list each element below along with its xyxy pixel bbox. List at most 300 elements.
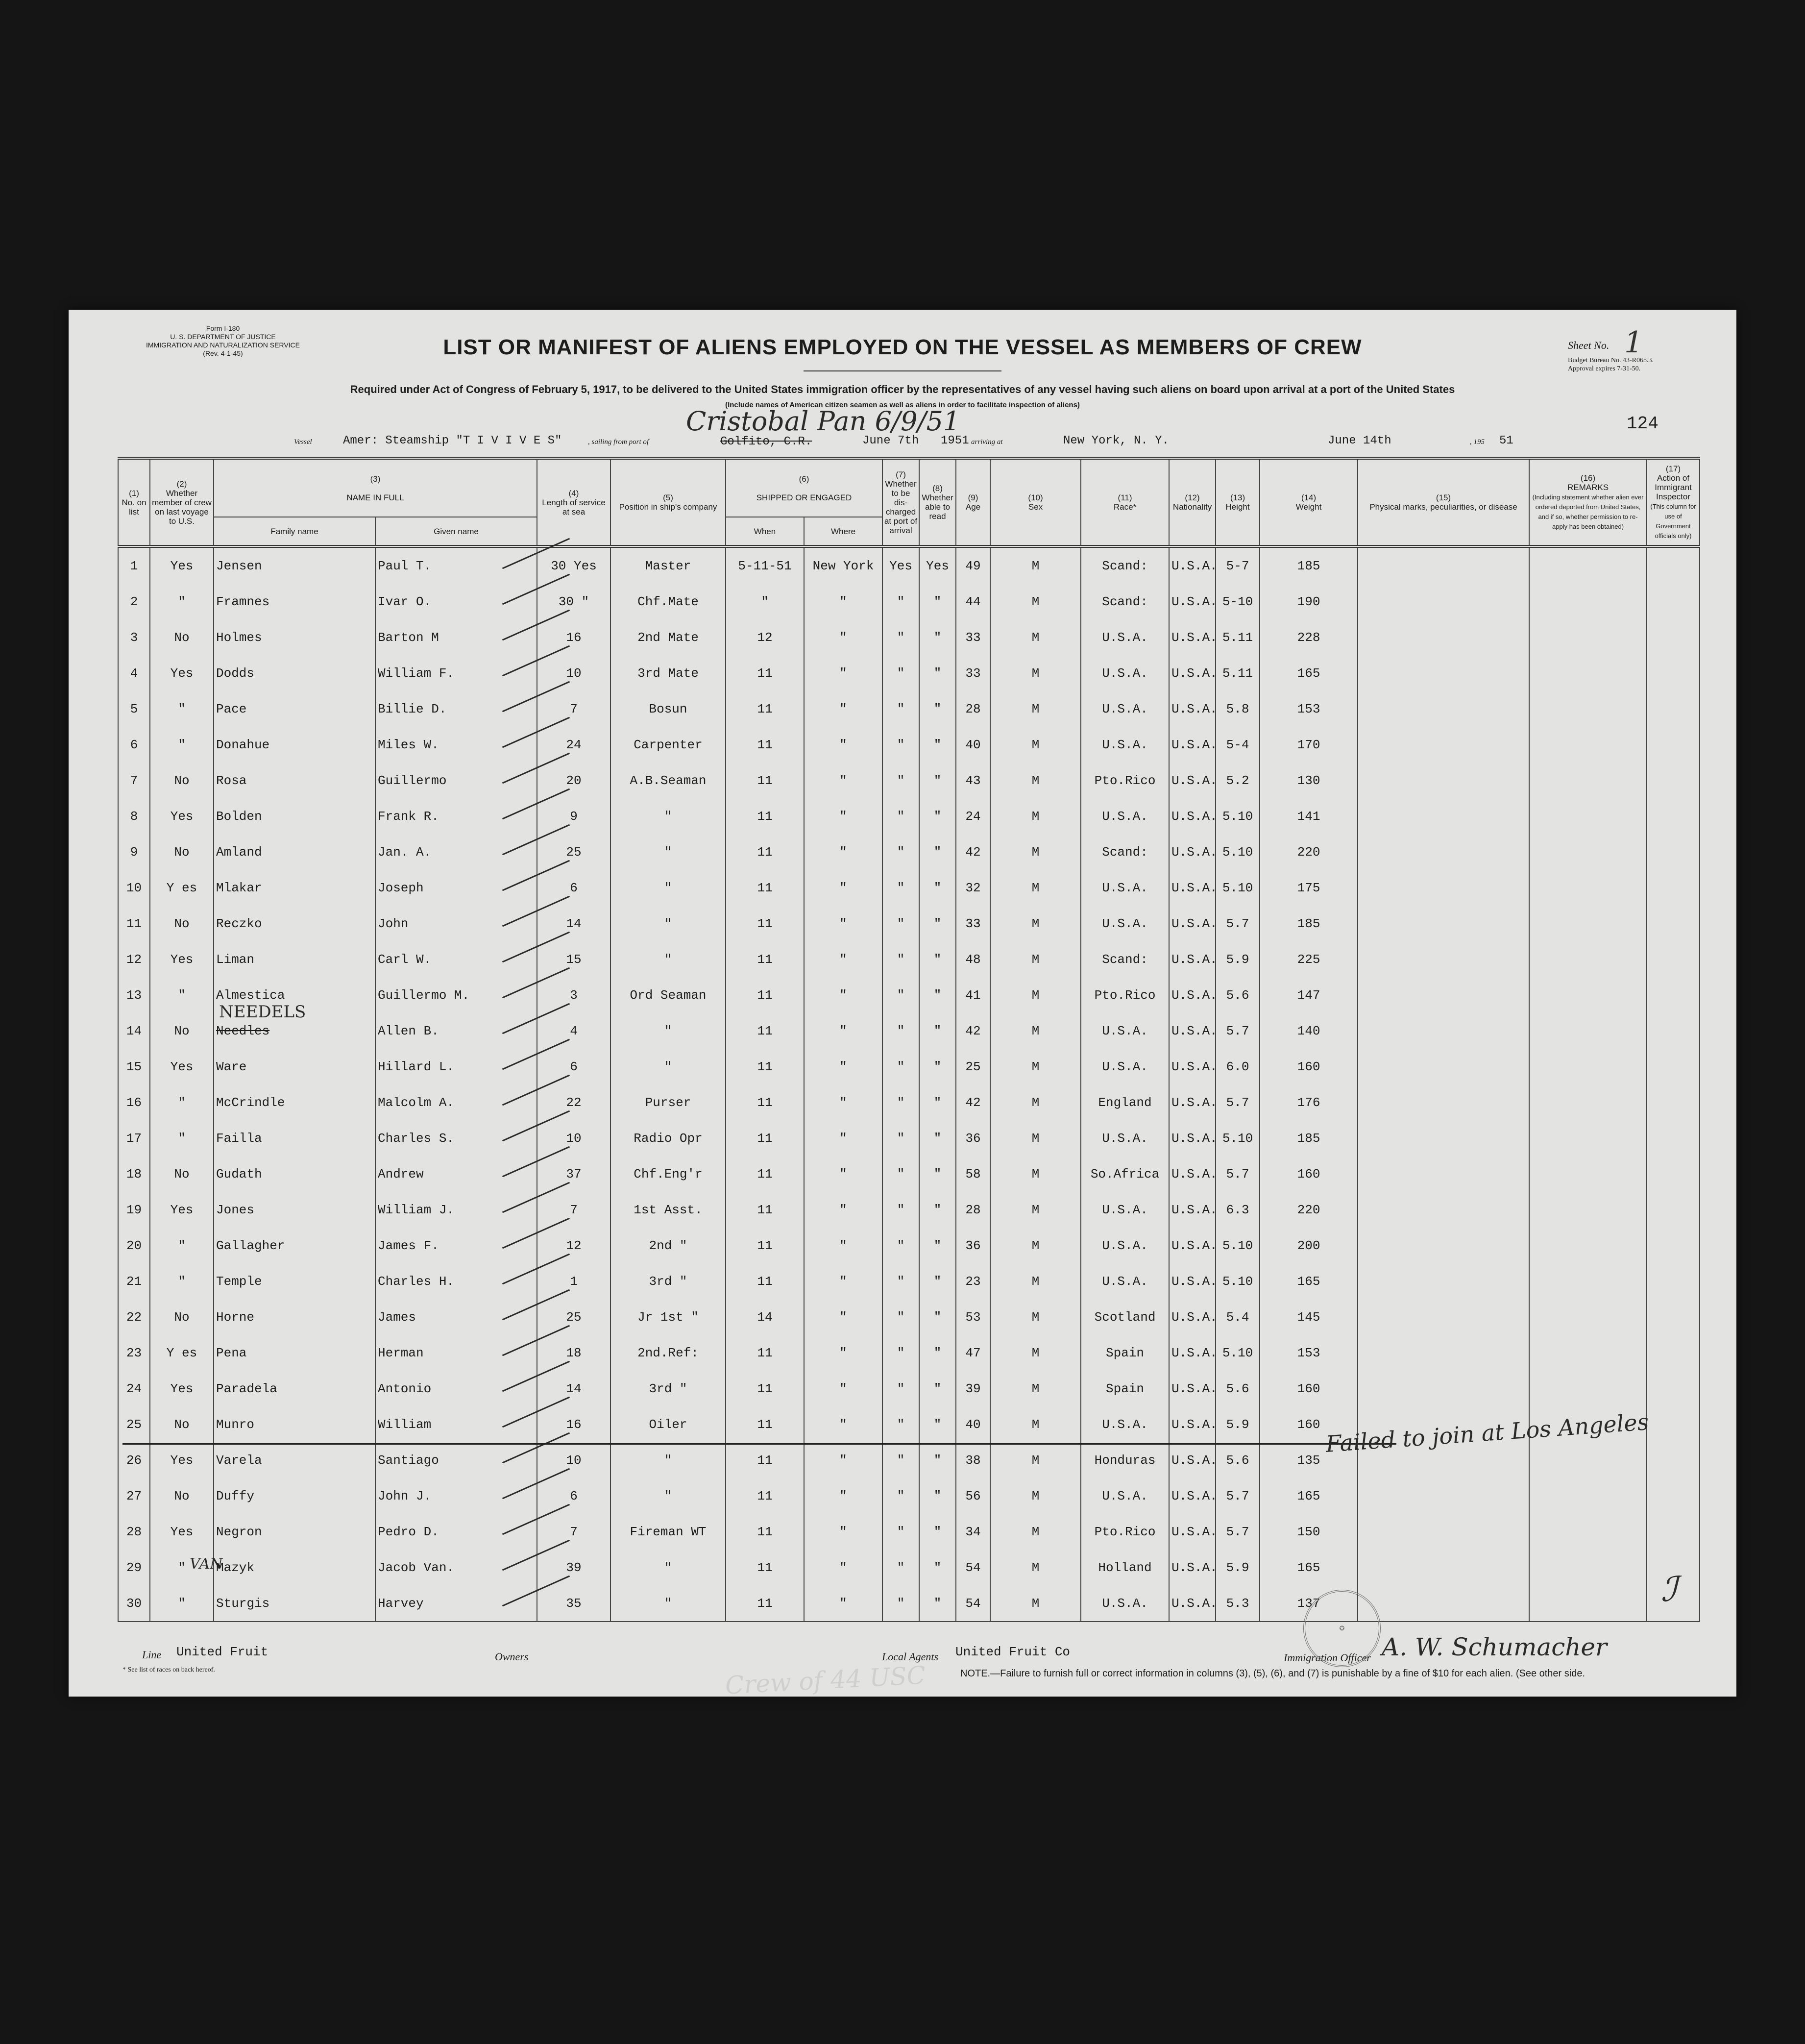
remarks-cell bbox=[1529, 1192, 1647, 1228]
physical-marks-cell bbox=[1358, 1550, 1529, 1585]
shipped-when-cell: 11 bbox=[726, 941, 804, 977]
last-voyage-cell: " bbox=[150, 584, 214, 619]
sex-cell: M bbox=[990, 1478, 1081, 1514]
col-header-physical-marks bbox=[1358, 458, 1529, 546]
position-cell: " bbox=[610, 1049, 726, 1084]
nationality-cell: U.S.A. bbox=[1169, 1013, 1216, 1049]
weight-cell: 153 bbox=[1260, 691, 1358, 727]
last-voyage-cell: Yes bbox=[150, 655, 214, 691]
shipped-when-cell: 11 bbox=[726, 1478, 804, 1514]
nationality-cell: U.S.A. bbox=[1169, 1478, 1216, 1514]
col-num: (14) bbox=[1301, 493, 1317, 502]
inspector-action-cell bbox=[1647, 691, 1700, 727]
race-cell: U.S.A. bbox=[1081, 906, 1169, 941]
shipped-when-cell: 11 bbox=[726, 1049, 804, 1084]
nationality-cell: U.S.A. bbox=[1169, 1442, 1216, 1478]
nationality-cell: U.S.A. bbox=[1169, 1550, 1216, 1585]
shipped-when-cell: 11 bbox=[726, 870, 804, 906]
col-label: Physical marks, peculiarities, or disease bbox=[1369, 502, 1517, 512]
age-cell: 47 bbox=[956, 1335, 990, 1371]
read-cell: " bbox=[919, 691, 956, 727]
shipped-when-cell: 11 bbox=[726, 1406, 804, 1442]
col-num: (8) bbox=[932, 484, 943, 493]
physical-marks-cell bbox=[1358, 977, 1529, 1013]
race-cell: Scand: bbox=[1081, 834, 1169, 870]
shipped-where-cell: " bbox=[804, 584, 882, 619]
cell-text: " bbox=[178, 1560, 186, 1575]
discharged-cell: " bbox=[882, 798, 919, 834]
position-cell: " bbox=[610, 834, 726, 870]
row-number: 2 bbox=[118, 584, 150, 619]
weight-cell: 200 bbox=[1260, 1228, 1358, 1263]
col-label: Weight bbox=[1295, 502, 1322, 512]
read-cell: " bbox=[919, 619, 956, 655]
family-name-cell: Paradela bbox=[214, 1371, 375, 1406]
vessel-name: Amer: Steamship "T I V I V E S" bbox=[343, 434, 562, 447]
age-cell: 43 bbox=[956, 763, 990, 798]
shipped-when-cell: 11 bbox=[726, 798, 804, 834]
last-voyage-cell: " bbox=[150, 1120, 214, 1156]
discharged-cell: " bbox=[882, 1514, 919, 1550]
col-label: Height bbox=[1225, 502, 1250, 512]
given-name-cell: Andrew bbox=[375, 1156, 537, 1192]
sex-cell: M bbox=[990, 1550, 1081, 1585]
col-label: No. on list bbox=[122, 497, 146, 517]
remarks-cell bbox=[1529, 977, 1647, 1013]
row-number: 21 bbox=[118, 1263, 150, 1299]
family-name-cell: Failla bbox=[214, 1120, 375, 1156]
remarks-cell bbox=[1529, 906, 1647, 941]
family-name-cell: Jones bbox=[214, 1192, 375, 1228]
read-cell: " bbox=[919, 1550, 956, 1585]
age-cell: 41 bbox=[956, 977, 990, 1013]
sex-cell: M bbox=[990, 1156, 1081, 1192]
remarks-cell bbox=[1529, 763, 1647, 798]
remarks-cell bbox=[1529, 1299, 1647, 1335]
family-name-cell: Horne bbox=[214, 1299, 375, 1335]
remarks-cell bbox=[1529, 691, 1647, 727]
age-cell: 28 bbox=[956, 691, 990, 727]
officer-signature: A. W. Schumacher bbox=[1382, 1633, 1607, 1661]
shipped-where-cell: " bbox=[804, 619, 882, 655]
discharged-cell: " bbox=[882, 906, 919, 941]
given-name-cell: Antonio bbox=[375, 1371, 537, 1406]
age-cell: 28 bbox=[956, 1192, 990, 1228]
service-cell bbox=[537, 584, 610, 619]
cell-text: 39 bbox=[566, 1560, 582, 1575]
col-num: (3) bbox=[370, 474, 381, 484]
given-name-cell: Pedro D. bbox=[375, 1514, 537, 1550]
height-cell: 5.9 bbox=[1216, 1406, 1260, 1442]
row-number: 8 bbox=[118, 798, 150, 834]
height-cell: 5.6 bbox=[1216, 1442, 1260, 1478]
age-cell: 33 bbox=[956, 655, 990, 691]
race-cell: England bbox=[1081, 1084, 1169, 1120]
row-number: 19 bbox=[118, 1192, 150, 1228]
sex-cell: M bbox=[990, 1514, 1081, 1550]
age-cell: 33 bbox=[956, 906, 990, 941]
shipped-where-cell: " bbox=[804, 1406, 882, 1442]
table-row bbox=[118, 1585, 1700, 1622]
shipped-when-cell: 11 bbox=[726, 1263, 804, 1299]
nationality-cell: U.S.A. bbox=[1169, 655, 1216, 691]
cell-text: 16 bbox=[566, 630, 582, 645]
race-cell: U.S.A. bbox=[1081, 1263, 1169, 1299]
weight-cell: 185 bbox=[1260, 1120, 1358, 1156]
cell-text: 9 bbox=[570, 809, 578, 824]
position-cell: " bbox=[610, 1550, 726, 1585]
col-num: (4) bbox=[568, 488, 579, 498]
read-cell: " bbox=[919, 1263, 956, 1299]
col-label: Race* bbox=[1113, 502, 1137, 512]
remarks-cell bbox=[1529, 1263, 1647, 1299]
last-voyage-cell: " bbox=[150, 1585, 214, 1622]
cell-text: 15 bbox=[566, 952, 582, 967]
col-header-weight bbox=[1260, 458, 1358, 546]
family-name-cell: Reczko bbox=[214, 906, 375, 941]
table-row bbox=[118, 1371, 1700, 1406]
col-num: (10) bbox=[1028, 493, 1043, 502]
read-cell: " bbox=[919, 906, 956, 941]
row-number: 11 bbox=[118, 906, 150, 941]
nationality-cell: U.S.A. bbox=[1169, 1299, 1216, 1335]
inspector-action-cell bbox=[1647, 1299, 1700, 1335]
shipped-when-cell: 5-11-51 bbox=[726, 546, 804, 584]
row-number: 6 bbox=[118, 727, 150, 763]
given-name-cell: William F. bbox=[375, 655, 537, 691]
table-row bbox=[118, 655, 1700, 691]
physical-marks-cell bbox=[1358, 870, 1529, 906]
table-row bbox=[118, 1228, 1700, 1263]
discharged-cell: " bbox=[882, 1335, 919, 1371]
given-name-cell: Guillermo M. bbox=[375, 977, 537, 1013]
shipped-when-cell: 11 bbox=[726, 1120, 804, 1156]
table-row bbox=[118, 1299, 1700, 1335]
cell-text: 12 bbox=[566, 1238, 582, 1253]
weight-cell: 228 bbox=[1260, 619, 1358, 655]
race-cell: Holland bbox=[1081, 1550, 1169, 1585]
agents-label: Local Agents bbox=[882, 1650, 939, 1663]
discharged-cell: " bbox=[882, 763, 919, 798]
discharged-cell: " bbox=[882, 1084, 919, 1120]
weight-cell: 185 bbox=[1260, 906, 1358, 941]
remarks-cell bbox=[1529, 1084, 1647, 1120]
service-cell bbox=[537, 870, 610, 906]
table-row bbox=[118, 691, 1700, 727]
sex-cell: M bbox=[990, 834, 1081, 870]
sex-cell: M bbox=[990, 941, 1081, 977]
service-cell bbox=[537, 763, 610, 798]
last-voyage-cell: " bbox=[150, 1228, 214, 1263]
position-cell: Purser bbox=[610, 1084, 726, 1120]
weight-cell: 153 bbox=[1260, 1335, 1358, 1371]
remarks-cell bbox=[1529, 619, 1647, 655]
remarks-cell bbox=[1529, 1550, 1647, 1585]
nationality-cell: U.S.A. bbox=[1169, 763, 1216, 798]
col-num: (13) bbox=[1230, 493, 1245, 502]
table-row bbox=[118, 1192, 1700, 1228]
remarks-cell bbox=[1529, 798, 1647, 834]
col-label: Length of service at sea bbox=[542, 497, 606, 517]
inspector-action-cell bbox=[1647, 1406, 1700, 1442]
col-header-number bbox=[118, 458, 150, 546]
col-num: (12) bbox=[1185, 493, 1200, 502]
service-cell bbox=[537, 1120, 610, 1156]
given-name-cell: John J. bbox=[375, 1478, 537, 1514]
col-note: (This column for use of Government officials only) bbox=[1650, 503, 1696, 540]
read-cell: " bbox=[919, 1478, 956, 1514]
physical-marks-cell bbox=[1358, 941, 1529, 977]
col-num: (6) bbox=[799, 474, 809, 484]
inspector-action-cell bbox=[1647, 977, 1700, 1013]
sex-cell: M bbox=[990, 1228, 1081, 1263]
last-voyage-cell: No bbox=[150, 763, 214, 798]
sex-cell: M bbox=[990, 870, 1081, 906]
race-cell: Scand: bbox=[1081, 546, 1169, 584]
nationality-cell: U.S.A. bbox=[1169, 546, 1216, 584]
col-num: (11) bbox=[1118, 493, 1132, 502]
physical-marks-cell bbox=[1358, 1049, 1529, 1084]
service-cell bbox=[537, 906, 610, 941]
table-row bbox=[118, 546, 1700, 584]
col-header-where: Where bbox=[804, 517, 882, 546]
position-cell: " bbox=[610, 1478, 726, 1514]
weight-cell: 160 bbox=[1260, 1406, 1358, 1442]
weight-cell: 147 bbox=[1260, 977, 1358, 1013]
col-header-age bbox=[956, 458, 990, 546]
discharged-cell: " bbox=[882, 1550, 919, 1585]
discharged-cell: " bbox=[882, 619, 919, 655]
crew-rows bbox=[118, 546, 1700, 1622]
col-header-remarks bbox=[1529, 458, 1647, 546]
height-cell: 5.4 bbox=[1216, 1299, 1260, 1335]
physical-marks-cell bbox=[1358, 1478, 1529, 1514]
shipped-where-cell: " bbox=[804, 691, 882, 727]
discharged-cell: " bbox=[882, 941, 919, 977]
cell-text: 16 bbox=[566, 1417, 582, 1432]
inspector-action-cell bbox=[1647, 1263, 1700, 1299]
given-name-cell: Malcolm A. bbox=[375, 1084, 537, 1120]
given-name-cell: Joseph bbox=[375, 870, 537, 906]
sex-cell: M bbox=[990, 977, 1081, 1013]
shipped-when-cell: " bbox=[726, 584, 804, 619]
discharged-cell: " bbox=[882, 1013, 919, 1049]
shipped-where-cell: " bbox=[804, 1263, 882, 1299]
family-name-cell: Liman bbox=[214, 941, 375, 977]
table-row bbox=[118, 1084, 1700, 1120]
remarks-cell bbox=[1529, 1371, 1647, 1406]
read-cell: " bbox=[919, 977, 956, 1013]
cell-text: 7 bbox=[570, 701, 578, 716]
age-cell: 24 bbox=[956, 798, 990, 834]
weight-cell: 160 bbox=[1260, 1371, 1358, 1406]
height-cell: 5.7 bbox=[1216, 1013, 1260, 1049]
remarks-cell bbox=[1529, 1049, 1647, 1084]
cell-text: 25 bbox=[566, 844, 582, 860]
col-num: (15) bbox=[1436, 493, 1451, 502]
table-row bbox=[118, 906, 1700, 941]
table-row bbox=[118, 977, 1700, 1013]
physical-marks-cell bbox=[1358, 1514, 1529, 1550]
nationality-cell: U.S.A. bbox=[1169, 1335, 1216, 1371]
inspector-action-cell bbox=[1647, 1049, 1700, 1084]
row-number: 23 bbox=[118, 1335, 150, 1371]
col-header-when: When bbox=[726, 517, 804, 546]
given-name-cell: Jan. A. bbox=[375, 834, 537, 870]
shipped-when-cell: 11 bbox=[726, 1550, 804, 1585]
given-name-cell: William J. bbox=[375, 1192, 537, 1228]
last-voyage-cell: No bbox=[150, 619, 214, 655]
position-cell: Bosun bbox=[610, 691, 726, 727]
inspector-action-cell bbox=[1647, 546, 1700, 584]
height-cell: 5.7 bbox=[1216, 1478, 1260, 1514]
physical-marks-cell bbox=[1358, 1120, 1529, 1156]
age-cell: 23 bbox=[956, 1263, 990, 1299]
physical-marks-cell bbox=[1358, 1585, 1529, 1622]
shipped-when-cell: 11 bbox=[726, 906, 804, 941]
sex-cell: M bbox=[990, 619, 1081, 655]
given-name-cell: James bbox=[375, 1299, 537, 1335]
position-cell: Carpenter bbox=[610, 727, 726, 763]
height-cell: 5.3 bbox=[1216, 1585, 1260, 1622]
read-cell: " bbox=[919, 1406, 956, 1442]
family-name-cell: Duffy bbox=[214, 1478, 375, 1514]
cell-text: 6 bbox=[570, 1059, 578, 1074]
col-num: (2) bbox=[176, 479, 187, 489]
col-header-given-name: Given name bbox=[375, 517, 537, 546]
col-label: Age bbox=[965, 502, 981, 512]
read-cell: " bbox=[919, 1120, 956, 1156]
height-cell: 5.11 bbox=[1216, 655, 1260, 691]
row-number: 12 bbox=[118, 941, 150, 977]
physical-marks-cell bbox=[1358, 619, 1529, 655]
height-cell: 5.7 bbox=[1216, 906, 1260, 941]
col-header-sex bbox=[990, 458, 1081, 546]
cell-text: 20 bbox=[566, 773, 582, 788]
age-cell: 40 bbox=[956, 1406, 990, 1442]
remarks-cell bbox=[1529, 1120, 1647, 1156]
inspector-action-cell bbox=[1647, 906, 1700, 941]
sex-cell: M bbox=[990, 906, 1081, 941]
shipped-when-cell: 11 bbox=[726, 1192, 804, 1228]
sex-cell: M bbox=[990, 1299, 1081, 1335]
line-label: Line bbox=[142, 1649, 162, 1661]
inspector-action-cell bbox=[1647, 1120, 1700, 1156]
family-name-cell: Ware bbox=[214, 1049, 375, 1084]
remarks-cell bbox=[1529, 727, 1647, 763]
discharged-cell: " bbox=[882, 977, 919, 1013]
family-name-cell: Munro bbox=[214, 1406, 375, 1442]
footnote: * See list of races on back hereof. bbox=[122, 1666, 215, 1674]
family-name-cell: Holmes bbox=[214, 619, 375, 655]
year-prefix: , 195 bbox=[1470, 438, 1485, 446]
weight-cell: 220 bbox=[1260, 1192, 1358, 1228]
service-cell bbox=[537, 1156, 610, 1192]
read-cell: " bbox=[919, 655, 956, 691]
discharged-cell: " bbox=[882, 1406, 919, 1442]
age-cell: 54 bbox=[956, 1585, 990, 1622]
discharged-cell: " bbox=[882, 1049, 919, 1084]
discharged-cell: " bbox=[882, 1120, 919, 1156]
departure-port-handwritten: Cristobal Pan 6/9/51 bbox=[686, 406, 960, 437]
position-cell: " bbox=[610, 906, 726, 941]
service-cell bbox=[537, 1478, 610, 1514]
height-cell: 5.10 bbox=[1216, 1335, 1260, 1371]
physical-marks-cell bbox=[1358, 906, 1529, 941]
col-header-height bbox=[1216, 458, 1260, 546]
col-num: (7) bbox=[896, 469, 906, 479]
given-name-cell: Charles S. bbox=[375, 1120, 537, 1156]
height-cell: 5.10 bbox=[1216, 834, 1260, 870]
shipped-where-cell: " bbox=[804, 1299, 882, 1335]
table-row bbox=[118, 1263, 1700, 1299]
given-name-cell: Santiago bbox=[375, 1442, 537, 1478]
last-voyage-cell: Yes bbox=[150, 1442, 214, 1478]
shipped-when-cell: 11 bbox=[726, 1514, 804, 1550]
sex-cell: M bbox=[990, 798, 1081, 834]
inspector-action-cell bbox=[1647, 763, 1700, 798]
subtitle: Required under Act of Congress of February 5, 1917, to be delivered to the United States immigration officer by the representatives of any vessel having such aliens on board upon arrival at a port of the United States bbox=[350, 383, 1455, 395]
col-header-inspector bbox=[1647, 458, 1700, 546]
age-cell: 36 bbox=[956, 1120, 990, 1156]
physical-marks-cell bbox=[1358, 691, 1529, 727]
remarks-cell bbox=[1529, 655, 1647, 691]
arriving-label: arriving at bbox=[971, 438, 1003, 446]
weight-cell: 165 bbox=[1260, 655, 1358, 691]
read-cell: " bbox=[919, 834, 956, 870]
row-number: 10 bbox=[118, 870, 150, 906]
nationality-cell: U.S.A. bbox=[1169, 870, 1216, 906]
position-cell: Radio Opr bbox=[610, 1120, 726, 1156]
inspector-action-cell bbox=[1647, 1013, 1700, 1049]
shipped-where-cell: " bbox=[804, 1228, 882, 1263]
race-cell: Pto.Rico bbox=[1081, 1514, 1169, 1550]
cell-text: 25 bbox=[566, 1309, 582, 1325]
cell-text: 14 bbox=[566, 916, 582, 931]
remarks-cell bbox=[1529, 870, 1647, 906]
nationality-cell: U.S.A. bbox=[1169, 941, 1216, 977]
service-cell bbox=[537, 1442, 610, 1478]
crew-count-note: Crew of 44 USC bbox=[724, 1661, 927, 1700]
read-cell: " bbox=[919, 1228, 956, 1263]
nationality-cell: U.S.A. bbox=[1169, 1192, 1216, 1228]
sex-cell: M bbox=[990, 763, 1081, 798]
shipped-where-cell: " bbox=[804, 870, 882, 906]
age-cell: 42 bbox=[956, 834, 990, 870]
family-name-correction: NEEDELS bbox=[219, 1002, 306, 1022]
given-name-cell: Allen B. bbox=[375, 1013, 537, 1049]
age-cell: 58 bbox=[956, 1156, 990, 1192]
service-cell bbox=[537, 1084, 610, 1120]
given-name-cell: Miles W. bbox=[375, 727, 537, 763]
family-name-cell: Dodds bbox=[214, 655, 375, 691]
service-cell bbox=[537, 1299, 610, 1335]
shipped-where-cell: " bbox=[804, 1514, 882, 1550]
cell-text: 14 bbox=[566, 1381, 582, 1396]
shipped-when-cell: 11 bbox=[726, 1371, 804, 1406]
nationality-cell: U.S.A. bbox=[1169, 977, 1216, 1013]
inspector-action-cell bbox=[1647, 1192, 1700, 1228]
physical-marks-cell bbox=[1358, 1013, 1529, 1049]
nationality-cell: U.S.A. bbox=[1169, 906, 1216, 941]
last-voyage-note: VAN bbox=[190, 1555, 223, 1573]
weight-cell: 165 bbox=[1260, 1263, 1358, 1299]
col-num: (5) bbox=[663, 493, 673, 502]
row-number: 28 bbox=[118, 1514, 150, 1550]
race-cell: U.S.A. bbox=[1081, 1049, 1169, 1084]
age-cell: 34 bbox=[956, 1514, 990, 1550]
service-cell bbox=[537, 1263, 610, 1299]
